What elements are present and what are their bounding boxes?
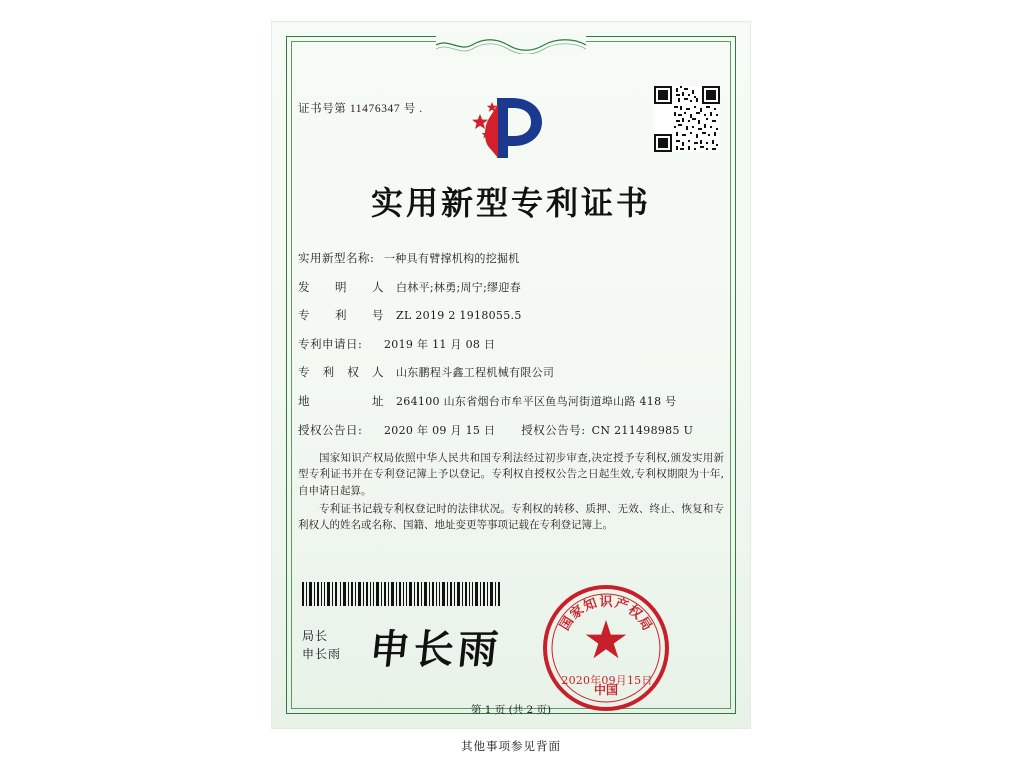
field-label: 专利号 <box>298 308 384 323</box>
svg-text:识: 识 <box>599 595 613 610</box>
field-label: 实用新型名称: <box>298 251 375 265</box>
field-row-utility-model-name <box>298 252 724 265</box>
field-label: 发明人 <box>298 279 384 294</box>
certificate-number: 证书号第 11476347 号 . <box>298 103 423 115</box>
legal-text-block <box>298 450 724 535</box>
page-indicator: 第 1 页 (共 2 页) <box>470 704 552 716</box>
svg-text:权: 权 <box>624 602 645 623</box>
field-value: 2019 年 11 月 08 日 <box>384 337 496 351</box>
svg-text:国: 国 <box>557 614 578 634</box>
field-value: 264100 山东省烟台市牟平区鱼鸟河街道埠山路 418 号 <box>396 394 677 408</box>
field-label: 地址 <box>298 393 384 408</box>
field-value: 一种具有臂撑机构的挖掘机 <box>384 252 520 265</box>
page-title: 实用新型专利证书 <box>370 184 651 222</box>
grant-number-value: CN 211498985 U <box>591 423 694 437</box>
svg-text:知: 知 <box>581 595 600 615</box>
grant-date-value: 2020 年 09 月 15 日 <box>384 423 496 437</box>
field-value: 山东鹏程斗鑫工程机械有限公司 <box>396 366 555 380</box>
field-label: 专利权人 <box>298 365 384 380</box>
top-scroll-ornament-icon <box>436 36 586 54</box>
legal-paragraph-1: 国家知识产权局依照中华人民共和国专利法经过初步审查,决定授予专利权,颁发实用新型专利证书并在专利登记簿上予以登记。专利权自授权公告之日起生效,专利权期限为十年,自申请日起算。 <box>298 452 724 497</box>
official-red-seal-icon <box>540 582 672 714</box>
svg-text:家: 家 <box>567 602 588 623</box>
seal-date: 2020年09月15日 <box>561 674 653 687</box>
field-row-inventor <box>298 281 724 294</box>
field-row-application-date <box>298 338 724 351</box>
svg-text:中国: 中国 <box>593 683 619 697</box>
grant-number-label: 授权公告号: <box>521 422 586 437</box>
director-handwritten-signature: 申长雨 <box>367 626 505 673</box>
field-list <box>298 252 724 452</box>
footnote: 其他事项参见背面 <box>461 739 561 753</box>
field-row-address <box>298 395 724 408</box>
field-row-patent-number <box>298 309 724 322</box>
patent-certificate <box>272 22 750 728</box>
svg-text:局: 局 <box>634 614 655 634</box>
svg-text:产: 产 <box>612 595 631 615</box>
legal-paragraph-2: 专利证书记载专利权登记时的法律状况。专利权的转移、质押、无效、终止、恢复和专利权人的姓名或名称、国籍、地址变更等事项记载在专利登记簿上。 <box>298 502 724 532</box>
barcode-icon <box>302 582 502 606</box>
field-label: 专利申请日: <box>298 336 363 351</box>
cnipa-emblem-icon <box>468 88 554 164</box>
field-row-patentee <box>298 366 724 379</box>
director-name-label: 申长雨 <box>302 647 342 661</box>
field-value: 白林平;林勇;周宁;缪迎春 <box>396 280 522 294</box>
director-title-label: 局长 <box>302 629 329 643</box>
director-title-block <box>302 627 341 663</box>
field-value: ZL 2019 2 1918055.5 <box>396 309 522 323</box>
grant-date-label: 授权公告日: <box>298 422 363 437</box>
field-row-grant-announcement <box>298 424 724 437</box>
qr-code-icon <box>654 86 720 152</box>
